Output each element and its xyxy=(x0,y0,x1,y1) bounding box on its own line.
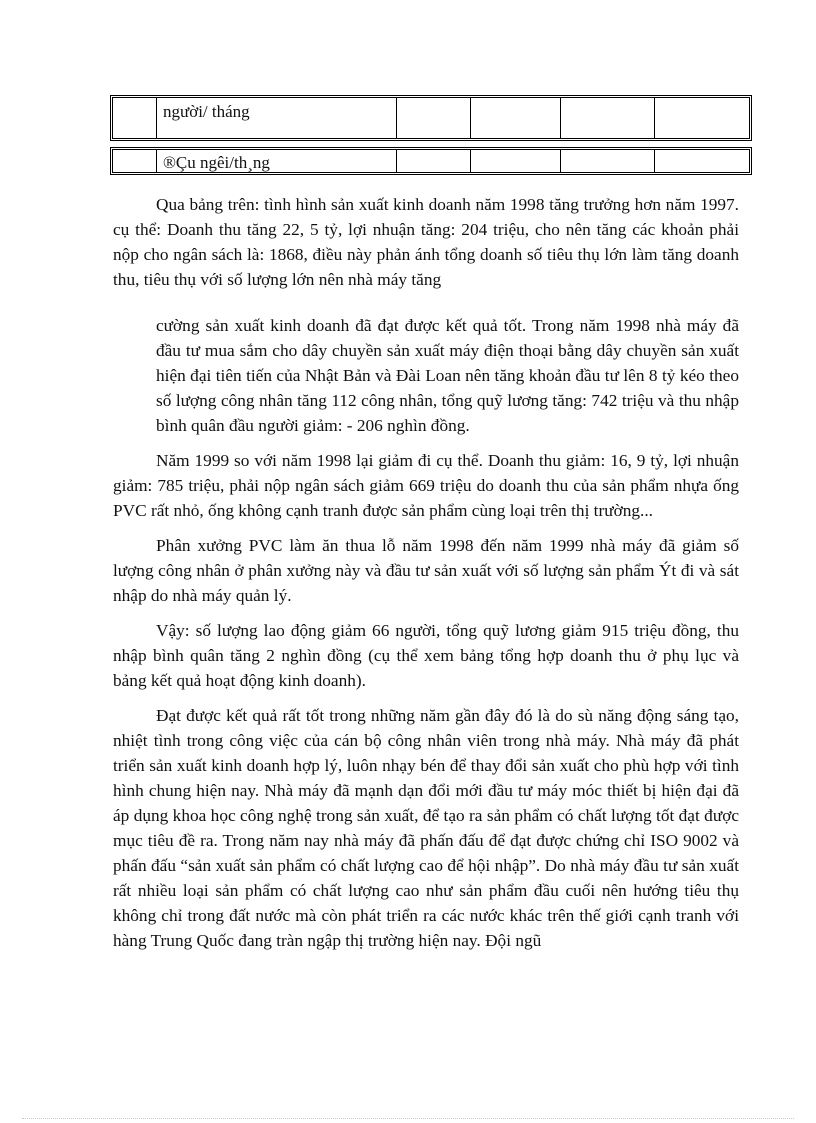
paragraph: Qua bảng trên: tình hình sản xuất kinh doanh năm 1998 tăng trưởng hơn năm 1997. cụ thể: Doanh thu tăng 22, 5 tỷ, lợi nhuận tăng: 204 triệu, cho nên tăng các khoản phải nộp cho ngân sách là: 1868, điều này phản ánh tổng doanh số tiêu thụ lớn làm tăng doanh thu, tiêu thụ với số lượng lớn nên nhà máy tăng xyxy=(113,195,739,289)
table-cell xyxy=(397,150,471,172)
table-fragment xyxy=(110,95,752,175)
table-cell xyxy=(471,150,561,172)
table-cell xyxy=(113,98,157,138)
body-text-top xyxy=(113,192,739,302)
paragraph: Phân xưởng PVC làm ăn thua lỗ năm 1998 đến năm 1999 nhà máy đã giảm số lượng công nhân ở phân xưởng này và đầu tư sản xuất với số lượng sản phẩm Ýt đi và sát nhập do nhà máy quản lý. xyxy=(113,536,739,605)
paragraph: Năm 1999 so với năm 1998 lại giảm đi cụ thể. Doanh thu giảm: 16, 9 tỷ, lợi nhuận giảm: 785 triệu, phải nộp ngân sách giảm 669 triệu do doanh thu của sản phẩm nhựa ống PVC rất nhỏ, ống không cạnh tranh được sản phẩm cùng loại trên thị trường... xyxy=(113,451,739,520)
table-cell xyxy=(655,98,745,138)
paragraph: Đạt được kết quả rất tốt trong những năm gần đây đó là do sù năng động sáng tạo, nhiệt tình trong công việc của cán bộ công nhân viên trong nhà máy. Nhà máy đã phát triển sản xuất kinh doanh hợp lý, luôn nhạy bén để thay đổi sản xuất cho phù hợp với tình hình chung hiện nay. Nhà máy đã mạnh dạn đổi mới đầu tư máy móc thiết bị hiện đại đã áp dụng khoa học công nghệ trong sản xuất, để tạo ra sản phẩm có chất lượng tốt đạt được mục tiêu đề ra. Trong năm nay nhà máy đã phấn đấu để đạt được chứng chỉ ISO 9002 và phấn đấu “sản xuất sản phẩm có chất lượng cao để hội nhập”. Do nhà máy đầu tư sản xuất rất nhiều loại sản phẩm có chất lượng cao như sản phẩm đầu cuối nên hướng tiêu thụ không chỉ trong đất nước mà còn phát triển ra các nước khác trên thế giới cạnh tranh với hàng Trung Quốc đang tràn ngập thị trường hiện nay. Đội ngũ xyxy=(113,706,739,950)
paragraph-continuation: cường sản xuất kinh doanh đã đạt được kết quả tốt. Trong năm 1998 nhà máy đã đầu tư mua sắm cho dây chuyền sản xuất máy điện thoại bằng dây chuyền sản xuất hiện đại tiên tiến của Nhật Bản và Đài Loan nên tăng khoản đầu tư lên 8 tỷ kéo theo số lượng công nhân tăng 112 công nhân, tổng quỹ lương tăng: 742 triệu và thu nhập bình quân đầu người giảm: - 206 nghìn đồng. xyxy=(156,316,739,435)
table-cell xyxy=(561,150,655,172)
page-bottom-divider xyxy=(22,1118,794,1119)
table-row xyxy=(110,95,752,141)
table-cell xyxy=(113,150,157,172)
table-cell xyxy=(471,98,561,138)
body-text-main xyxy=(113,313,739,963)
table-cell xyxy=(561,98,655,138)
table-cell xyxy=(397,98,471,138)
paragraph: Vậy: số lượng lao động giảm 66 người, tổng quỹ lương giảm 915 triệu đồng, thu nhập bình quân tăng 2 nghìn đồng (cụ thể xem bảng tổng hợp doanh thu ở phụ lục và bảng kết quả hoạt động kinh doanh). xyxy=(113,621,739,690)
table-cell: ®Çu ngêi/th¸ng xyxy=(157,150,397,172)
table-cell xyxy=(655,150,745,172)
table-row xyxy=(110,147,752,175)
table-cell: người/ tháng xyxy=(157,98,397,138)
